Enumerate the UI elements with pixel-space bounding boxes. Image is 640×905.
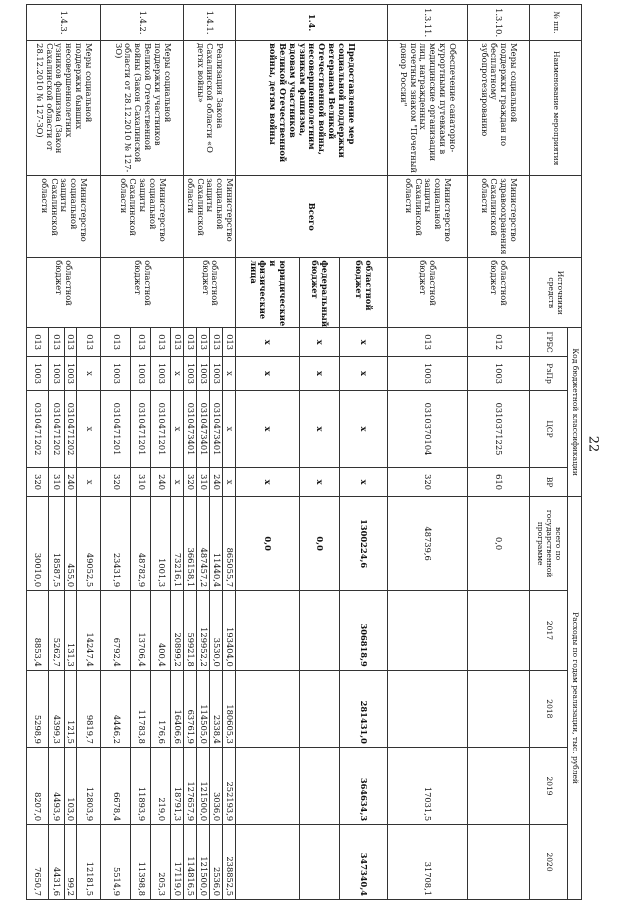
row-total: 1001,3 — [151, 497, 171, 591]
row-num: 1.4.1. — [184, 5, 236, 41]
header-kbk: Код бюджетной классификации — [568, 328, 582, 497]
header-num: № пп. — [530, 5, 582, 41]
row-rzpr: 1003 — [64, 357, 77, 391]
row-grbs: 013 — [171, 328, 184, 357]
row-source: областной бюджет — [468, 258, 530, 328]
row-source: областной бюджет — [340, 258, 388, 328]
row-rzpr: х — [223, 357, 236, 391]
row-2017 — [236, 591, 300, 671]
row-csr: 0310473401 — [210, 390, 223, 467]
row-2020: 114816,5 — [184, 825, 197, 900]
row-total: 0,0 — [468, 497, 530, 591]
row-csr: 0310473401 — [197, 390, 210, 467]
row-csr: х — [171, 390, 184, 467]
row-csr: 0310471201 — [151, 390, 171, 467]
row-2019: 11893,9 — [131, 747, 151, 824]
row-name: Меры социальной поддержки бывших несовершеннолетних узников фашизма (Закон Сахалинской области от 28.12.2010 № 127-ЗО) — [26, 41, 101, 176]
row-2017: 193404,0 — [223, 591, 236, 671]
row-total: 30010,0 — [26, 497, 48, 591]
row-vr: 610 — [468, 468, 530, 497]
row-rzpr: х — [171, 357, 184, 391]
row-vr: 310 — [197, 468, 210, 497]
row-rzpr: х — [77, 357, 101, 391]
row-grbs: 013 — [77, 328, 101, 357]
row-2020: 121500,0 — [197, 825, 210, 900]
header-total: всего по государственной программе — [530, 497, 568, 591]
row-csr: 0310471201 — [101, 390, 131, 467]
row-2020 — [300, 825, 340, 900]
row-2018: 4446,2 — [101, 670, 131, 747]
table-row — [340, 5, 388, 900]
row-2020: 99,2 — [64, 825, 77, 900]
row-csr: 0310370104 — [388, 390, 468, 467]
row-grbs: х — [340, 328, 388, 357]
row-source: юридические и физические лица — [236, 258, 300, 328]
row-total: 1300224,6 — [340, 497, 388, 591]
row-csr: х — [300, 390, 340, 467]
row-csr: 0310473401 — [184, 390, 197, 467]
row-num: 1.3.10. — [468, 5, 530, 41]
header-expenses: Расходы по годам реализации, тыс. рублей — [568, 497, 582, 900]
row-2017: 131,3 — [64, 591, 77, 671]
row-vr: 320 — [101, 468, 131, 497]
row-executor: Министерство социальной защиты Сахалинской области — [26, 176, 101, 258]
page-number: 22 — [585, 435, 601, 453]
row-vr: 240 — [151, 468, 171, 497]
row-total: 366158,1 — [184, 497, 197, 591]
table-row — [171, 5, 184, 900]
row-2018 — [300, 670, 340, 747]
header-source: Источники средств — [530, 258, 582, 328]
row-2017: 400,4 — [151, 591, 171, 671]
row-2017 — [300, 591, 340, 671]
row-2020 — [468, 825, 530, 900]
row-grbs: 013 — [26, 328, 48, 357]
row-2017: 129952,2 — [197, 591, 210, 671]
row-rzpr: 1003 — [210, 357, 223, 391]
row-2017: 20899,2 — [171, 591, 184, 671]
row-2018: 5298,9 — [26, 670, 48, 747]
table-row — [223, 5, 236, 900]
row-2018: 63761,9 — [184, 670, 197, 747]
row-2019 — [236, 747, 300, 824]
program-table-sheet — [32, 4, 582, 900]
row-executor: Министерство социальной защиты Сахалинской области — [184, 176, 236, 258]
row-2020: 12181,5 — [77, 825, 101, 900]
table-row — [468, 5, 530, 900]
row-num: 1.4.3. — [26, 5, 101, 41]
row-num: 1.4.2. — [101, 5, 184, 41]
row-2020 — [236, 825, 300, 900]
row-2020: 7650,7 — [26, 825, 48, 900]
row-total: 11440,4 — [210, 497, 223, 591]
row-vr: х — [300, 468, 340, 497]
header-vr: ВР — [530, 468, 568, 497]
row-executor: Министерство социальной защиты Сахалинской области — [388, 176, 468, 258]
row-total: 48739,6 — [388, 497, 468, 591]
row-2018 — [388, 670, 468, 747]
row-2018: 176,6 — [151, 670, 171, 747]
header-2019: 2019 — [530, 747, 568, 824]
row-2017: 59921,8 — [184, 591, 197, 671]
row-total: 49052,5 — [77, 497, 101, 591]
table-row — [77, 5, 101, 900]
row-csr: х — [236, 390, 300, 467]
row-executor: Министерство здравоохранения Сахалинской области — [468, 176, 530, 258]
row-2017: 13706,4 — [131, 591, 151, 671]
row-rzpr: х — [236, 357, 300, 391]
row-rzpr: х — [300, 357, 340, 391]
row-rzpr: 1003 — [468, 357, 530, 391]
row-2020: 11398,8 — [131, 825, 151, 900]
row-rzpr: 1003 — [26, 357, 48, 391]
row-csr: х — [340, 390, 388, 467]
row-vr: 240 — [210, 468, 223, 497]
row-2018: 121,5 — [64, 670, 77, 747]
row-csr: 0310471202 — [64, 390, 77, 467]
row-2020: 205,3 — [151, 825, 171, 900]
row-vr: 240 — [64, 468, 77, 497]
row-grbs: 013 — [151, 328, 171, 357]
row-grbs: 013 — [64, 328, 77, 357]
row-2019: 6678,4 — [101, 747, 131, 824]
row-2018: 9819,7 — [77, 670, 101, 747]
row-rzpr: х — [340, 357, 388, 391]
row-grbs: 013 — [197, 328, 210, 357]
row-source: областной бюджет — [26, 258, 101, 328]
row-vr: 310 — [131, 468, 151, 497]
row-2019: 8207,0 — [26, 747, 48, 824]
row-name: Меры социальной поддержки граждан по бесплатному зубопротезированию — [468, 41, 530, 176]
header-name: Наименование мероприятия — [530, 41, 582, 176]
table-row — [388, 5, 468, 900]
row-total: 48782,9 — [131, 497, 151, 591]
row-2017: 6792,4 — [101, 591, 131, 671]
row-2019: 252193,9 — [223, 747, 236, 824]
row-vr: 320 — [388, 468, 468, 497]
row-rzpr: 1003 — [101, 357, 131, 391]
row-2020: 238852,5 — [223, 825, 236, 900]
row-grbs: 013 — [131, 328, 151, 357]
row-rzpr: 1003 — [48, 357, 64, 391]
row-2017 — [468, 591, 530, 671]
row-vr: х — [236, 468, 300, 497]
row-2020: 4431,6 — [48, 825, 64, 900]
row-vr: 310 — [48, 468, 64, 497]
row-grbs: х — [300, 328, 340, 357]
row-2018: 180605,3 — [223, 670, 236, 747]
header-rzpr: РзПр — [530, 357, 568, 391]
row-rzpr: 1003 — [131, 357, 151, 391]
row-2017: 14247,4 — [77, 591, 101, 671]
row-2017: 3530,0 — [210, 591, 223, 671]
row-2020: 5514,9 — [101, 825, 131, 900]
row-csr: 0310471201 — [131, 390, 151, 467]
row-total: 18587,5 — [48, 497, 64, 591]
row-2017: 306818,9 — [340, 591, 388, 671]
row-name: Предоставление мер социальной поддержки ветеранам Великой Отечественной войны, несовершеннолетним узникам фашизма, вдовам участников Великой Отечественной войны, детям войны — [236, 41, 388, 176]
row-2019: 364634,3 — [340, 747, 388, 824]
row-2018: 11783,8 — [131, 670, 151, 747]
row-2019: 3036,0 — [210, 747, 223, 824]
row-source: областной бюджет — [101, 258, 184, 328]
row-2017: 5262,7 — [48, 591, 64, 671]
row-2020: 2536,0 — [210, 825, 223, 900]
row-2018: 114505,0 — [197, 670, 210, 747]
row-2019: 121500,0 — [197, 747, 210, 824]
row-2019: 127657,9 — [184, 747, 197, 824]
row-2019 — [468, 747, 530, 824]
row-total: 73216,1 — [171, 497, 184, 591]
row-grbs: 013 — [184, 328, 197, 357]
row-2019: 219,0 — [151, 747, 171, 824]
row-executor: Всего — [236, 176, 388, 258]
row-source: областной бюджет — [388, 258, 468, 328]
header-2018: 2018 — [530, 670, 568, 747]
row-name: Обеспечение санаторно-курортными путевками в медицинские организации лиц, награжденных почетным знаком "Почетный донор России" — [388, 41, 468, 176]
row-2019: 103,0 — [64, 747, 77, 824]
header-executor — [530, 176, 582, 258]
row-2018 — [468, 670, 530, 747]
row-csr: х — [223, 390, 236, 467]
row-grbs: 013 — [388, 328, 468, 357]
row-rzpr: 1003 — [184, 357, 197, 391]
row-total: 23431,9 — [101, 497, 131, 591]
row-executor: Министерство социальной защиты Сахалинской области — [101, 176, 184, 258]
row-num: 1.4. — [236, 5, 388, 41]
expenses-table — [26, 4, 582, 900]
row-rzpr: 1003 — [197, 357, 210, 391]
row-source: областной бюджет — [184, 258, 236, 328]
row-2019: 17031,5 — [388, 747, 468, 824]
row-total: 487457,2 — [197, 497, 210, 591]
row-csr: 0310471202 — [26, 390, 48, 467]
row-grbs: 013 — [210, 328, 223, 357]
row-grbs: х — [236, 328, 300, 357]
row-2017: 8853,4 — [26, 591, 48, 671]
row-total: 0,0 — [236, 497, 300, 591]
row-grbs: 013 — [48, 328, 64, 357]
row-vr: х — [340, 468, 388, 497]
row-2018: 281431,0 — [340, 670, 388, 747]
row-vr: х — [223, 468, 236, 497]
row-2020: 17119,0 — [171, 825, 184, 900]
row-2018: 2338,4 — [210, 670, 223, 747]
row-csr: х — [77, 390, 101, 467]
row-grbs: 012 — [468, 328, 530, 357]
row-total: 0,0 — [300, 497, 340, 591]
row-source: федеральный бюджет — [300, 258, 340, 328]
row-vr: 320 — [184, 468, 197, 497]
row-num: 1.3.11. — [388, 5, 468, 41]
header-2020: 2020 — [530, 825, 568, 900]
row-2018: 4399,3 — [48, 670, 64, 747]
row-vr: 320 — [26, 468, 48, 497]
row-2019: 12803,9 — [77, 747, 101, 824]
row-vr: х — [171, 468, 184, 497]
header-csr: ЦСР — [530, 390, 568, 467]
row-grbs: 013 — [101, 328, 131, 357]
row-2019 — [300, 747, 340, 824]
row-csr: 0310471202 — [48, 390, 64, 467]
row-total: 455,0 — [64, 497, 77, 591]
row-name: Реализация Закона Сахалинской области «О детях войны» — [184, 41, 236, 176]
row-2019: 4493,9 — [48, 747, 64, 824]
row-2018: 16406,6 — [171, 670, 184, 747]
row-2019: 18791,3 — [171, 747, 184, 824]
row-rzpr: 1003 — [388, 357, 468, 391]
row-2020: 31708,1 — [388, 825, 468, 900]
header-2017: 2017 — [530, 591, 568, 671]
row-rzpr: 1003 — [151, 357, 171, 391]
row-2020: 347340,4 — [340, 825, 388, 900]
row-name: Меры социальной поддержки участников Великой Отечественной войны (Закон Сахалинской области от 28.12.2010 № 127-ЗО) — [101, 41, 184, 176]
row-2018 — [236, 670, 300, 747]
row-total: 865055,7 — [223, 497, 236, 591]
row-csr: 0310371225 — [468, 390, 530, 467]
row-vr: х — [77, 468, 101, 497]
header-grbs: ГРБС — [530, 328, 568, 357]
row-grbs: 013 — [223, 328, 236, 357]
row-2017 — [388, 591, 468, 671]
